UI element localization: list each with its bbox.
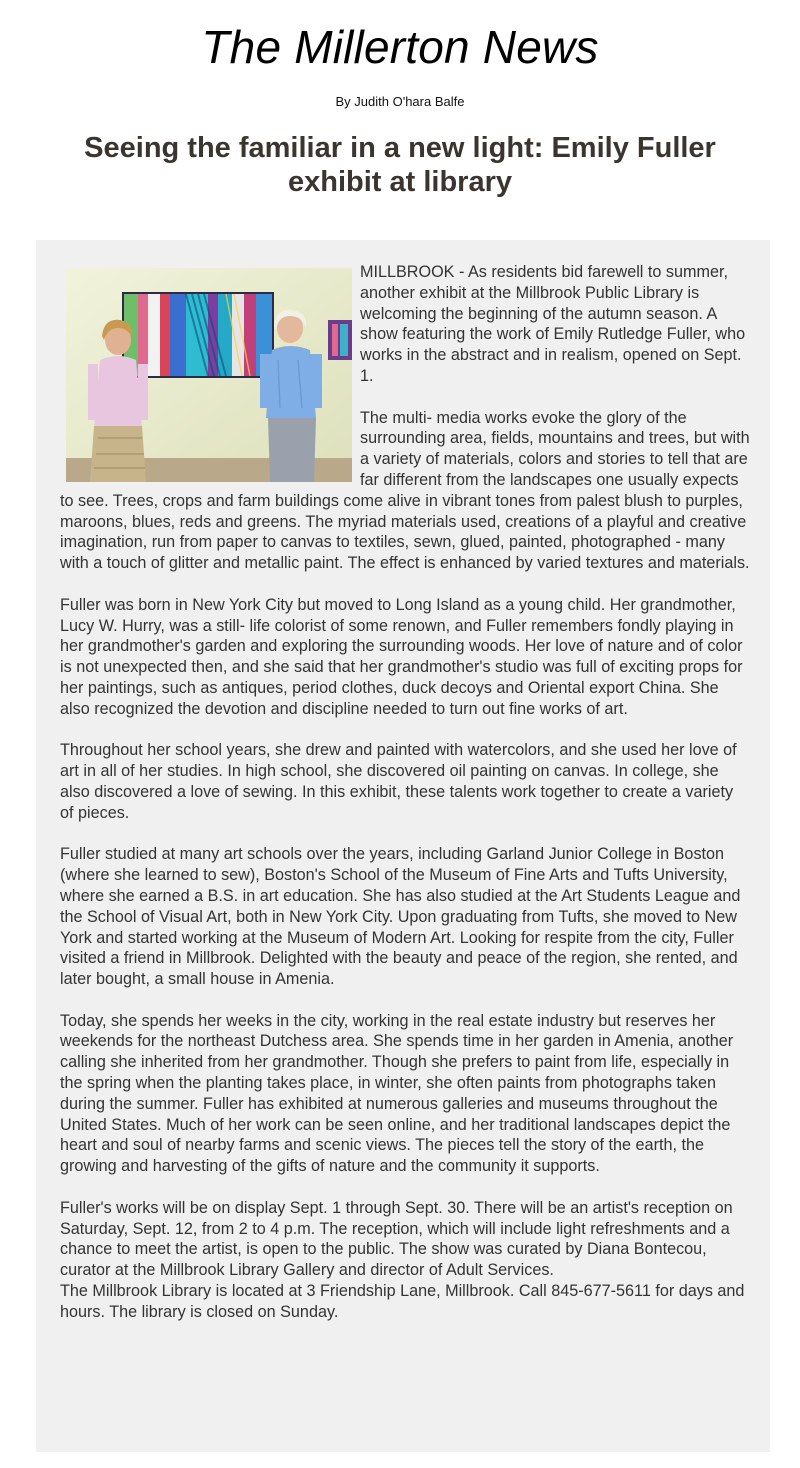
article-body — [60, 262, 750, 1323]
article-paragraph: The Millbrook Library is located at 3 Friendship Lane, Millbrook. Call 845-677-5611 for days and hours. The library is closed on Sunday. — [60, 1282, 745, 1321]
masthead-title: The Millerton News — [201, 21, 599, 73]
byline: By Judith O'hara Balfe — [335, 94, 465, 109]
article-paragraph: The multi- media works evoke the glory of the surrounding area, fields, mountains and trees, but with a variety of materials, colors and stories to tell that are far different from the landscapes one usually expects to see. Trees, crops and farm buildings come alive in vibrant tones from palest blush to purples, maroons, blues, reds and greens. The myriad materials used, creations of a playful and creative imagination, run from paper to canvas to textiles, sewn, glued, painted, photographed - many with a touch of glitter and metallic paint. The effect is enhanced by varied textures and materials. — [60, 408, 750, 573]
article-paragraph: Fuller studied at many art schools over the years, including Garland Junior College in Boston (where she learned to sew), Boston's School of the Museum of Fine Arts and Tufts University, where she earned a B.S. in art education. She has also studied at the Art Students League and the School of Visual Art, both in New York City. Upon graduating from Tufts, she moved to New York and started working at the Museum of Modern Art. Looking for respite from the city, Fuller visited a friend in Millbrook. Delighted with the beauty and peace of the region, she rented, and later bought, a small house in Amenia. — [60, 845, 741, 989]
article-paragraph: MILLBROOK - As residents bid farewell to summer, another exhibit at the Millbrook Public Library is welcoming the beginning of the autumn season. A show featuring the work of Emily Rutledge Fuller, who works in the abstract and in realism, opened on Sept. 1. — [360, 263, 746, 385]
article-paragraph: Fuller's works will be on display Sept. 1 through Sept. 30. There will be an artist's reception on Saturday, Sept. 12, from 2 to 4 p.m. The reception, which will include light refreshments and a chance to meet the artist, is open to the public. The show was curated by Diana Bontecou, curator at the Millbrook Library Gallery and director of Adult Services. — [60, 1198, 733, 1280]
article-headline: Seeing the familiar in a new light: Emily Fuller exhibit at library — [84, 132, 716, 198]
article-paragraph: Throughout her school years, she drew and painted with watercolors, and she used her love of art in all of her studies. In high school, she discovered oil painting on canvas. In college, she also discovered a love of sewing. In this exhibit, these talents work together to create a variety of pieces. — [60, 741, 737, 822]
article-photo — [66, 268, 352, 482]
article-box — [36, 240, 770, 1452]
article-paragraph: Today, she spends her weeks in the city, working in the real estate industry but reserves her weekends for the northeast Dutchess area. She spends time in her garden in Amenia, another calling she inherited from her grandmother. Though she prefers to paint from life, especially in the spring when the planting takes place, in winter, she often paints from photographs taken during the summer. Fuller has exhibited at numerous galleries and museums throughout the United States. Much of her work can be seen online, and her traditional landscapes depict the heart and soul of nearby farms and scenic views. The pieces tell the story of the earth, the growing and harvesting of the gifts of nature and the community it supports. — [60, 1011, 734, 1176]
article-paragraph: Fuller was born in New York City but moved to Long Island as a young child. Her grandmother, Lucy W. Hurry, was a still- life colorist of some renown, and Fuller remembers fondly playing in her grandmother's garden and exploring the surrounding woods. Her love of nature and of color is not unexpected then, and she said that her grandmother's studio was full of exciting props for her paintings, such as antiques, period clothes, duck decoys and Oriental export China. She also recognized the devotion and discipline needed to turn out fine works of art. — [60, 595, 743, 718]
